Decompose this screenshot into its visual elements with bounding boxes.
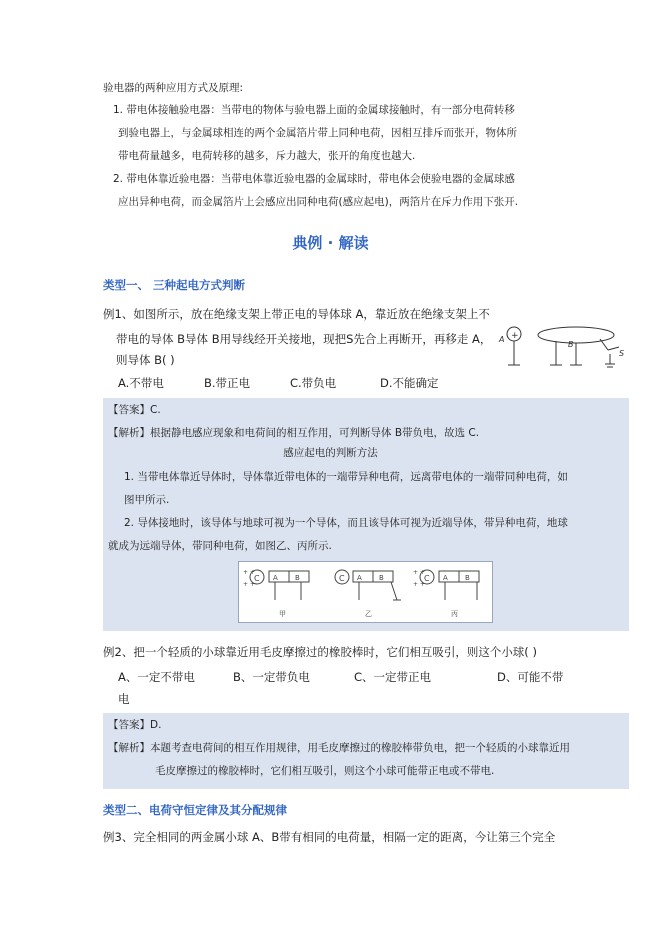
example2-option-b: B、一定带负电 — [233, 670, 310, 684]
figure-label-bing: 丙 — [451, 610, 458, 618]
method-title: 感应起电的判断方法 — [283, 447, 378, 459]
example1-line3: 则导体 B( ) — [116, 353, 175, 367]
example2-option-a: A、一定不带电 — [118, 670, 195, 684]
intro-item1-line1: 1. 带电体接触验电器：当带电的物体与验电器上面的金属球接触时，有一部分电荷转移 — [113, 104, 515, 116]
svg-text:+ +: + + — [413, 569, 425, 576]
example3-line1: 例3、完全相同的两金属小球 A、B带有相同的电荷量，相隔一定的距离，今让第三个完全 — [103, 830, 556, 844]
figure-label-a: A — [499, 335, 505, 344]
type2-title: 类型二、电荷守恒定律及其分配规律 — [103, 803, 287, 817]
svg-text:+ +: + + — [243, 581, 255, 588]
method2-line1: 2. 导体接地时，该导体与地球可视为一个导体，而且该导体可视为近端导体，带异种电荷，地球 — [124, 517, 568, 529]
method1-line2: 图甲所示. — [124, 494, 170, 506]
example1-line1: 例1、如图所示，放在绝缘支架上带正电的导体球 A，靠近放在绝缘支架上不 — [103, 307, 490, 321]
intro-item1-line3: 带电荷量越多，电荷转移的越多，斥力越大，张开的角度也越大. — [118, 150, 416, 162]
svg-text:A: A — [273, 574, 278, 582]
analysis2-line1: 【解析】本题考查电荷间的相互作用规律，用毛皮摩擦过的橡胶棒带负电，把一个轻质的小球靠近用 — [108, 742, 570, 754]
method2-line2: 就成为远端导体，带同种电荷，如图乙、丙所示. — [108, 540, 332, 552]
analysis2-line2: 毛皮摩擦过的橡胶棒时，它们相互吸引，则这个小球可能带正电或不带电. — [155, 765, 495, 777]
svg-text:+: + — [511, 331, 519, 341]
example1-option-b: B.带正电 — [204, 376, 251, 390]
intro-title: 验电器的两种应用方式及原理: — [103, 82, 244, 94]
method1-line1: 1. 当带电体靠近导体时，导体靠近带电体的一端带异种电荷，远离带电体的一端带同种电荷，如 — [124, 471, 568, 483]
example1-option-d: D.不能确定 — [380, 376, 439, 390]
example1-line2: 带电的导体 B导体 B用导线经开关接地，现把S先合上再断开，再移走 A， — [116, 332, 492, 346]
svg-text:C: C — [339, 574, 345, 583]
svg-text:+ +: + + — [243, 569, 255, 576]
example2-option-c: C、一定带正电 — [354, 670, 432, 684]
intro-item2-line1: 2. 带电体靠近验电器：当带电体靠近验电器的金属球时，带电体会使验电器的金属球感 — [113, 173, 515, 185]
figure-yi — [335, 570, 401, 618]
analysis1: 【解析】根据静电感应现象和电荷间的相互作用，可判断导体 B带负电，故选 C. — [108, 427, 480, 439]
svg-text:C: C — [424, 574, 430, 583]
figure-jia — [243, 569, 309, 618]
svg-text:B: B — [465, 574, 470, 582]
svg-text:B: B — [379, 574, 384, 582]
intro-item1-line2: 到验电器上，与金属球相连的两个金属箔片带上同种电荷，因相互排斥而张开，物体所 — [118, 127, 517, 139]
svg-text:A: A — [443, 574, 448, 582]
svg-text:+ +: + + — [413, 581, 425, 588]
type1-title: 类型一、 三种起电方式判断 — [103, 278, 246, 292]
svg-text:A: A — [357, 574, 362, 582]
answer1: 【答案】C. — [108, 404, 161, 416]
example1-figure — [496, 320, 634, 376]
example2-option-d: D、可能不带 — [497, 670, 564, 684]
induction-diagram — [238, 561, 493, 623]
example2-line1: 例2、把一个轻质的小球靠近用毛皮摩擦过的橡胶棒时，它们相互吸引，则这个小球( ) — [103, 645, 537, 659]
answer2: 【答案】D. — [108, 719, 162, 731]
example1-option-c: C.带负电 — [290, 376, 337, 390]
intro-item2-line2: 应出异种电荷，而金属箔片上会感应出同种电荷(感应起电)，两箔片在斥力作用下张开. — [118, 196, 519, 208]
svg-text:C: C — [254, 574, 260, 583]
figure-label-yi: 乙 — [365, 610, 372, 618]
section-title: 典例 · 解读 — [292, 234, 369, 252]
svg-text:B: B — [295, 574, 300, 582]
figure-label-s: S — [619, 349, 625, 358]
figure-label-jia: 甲 — [279, 610, 286, 618]
figure-bing — [413, 569, 479, 618]
example1-option-a: A.不带电 — [118, 376, 164, 390]
figure-label-b: B — [568, 340, 574, 349]
example2-wrap: 电 — [118, 692, 130, 706]
